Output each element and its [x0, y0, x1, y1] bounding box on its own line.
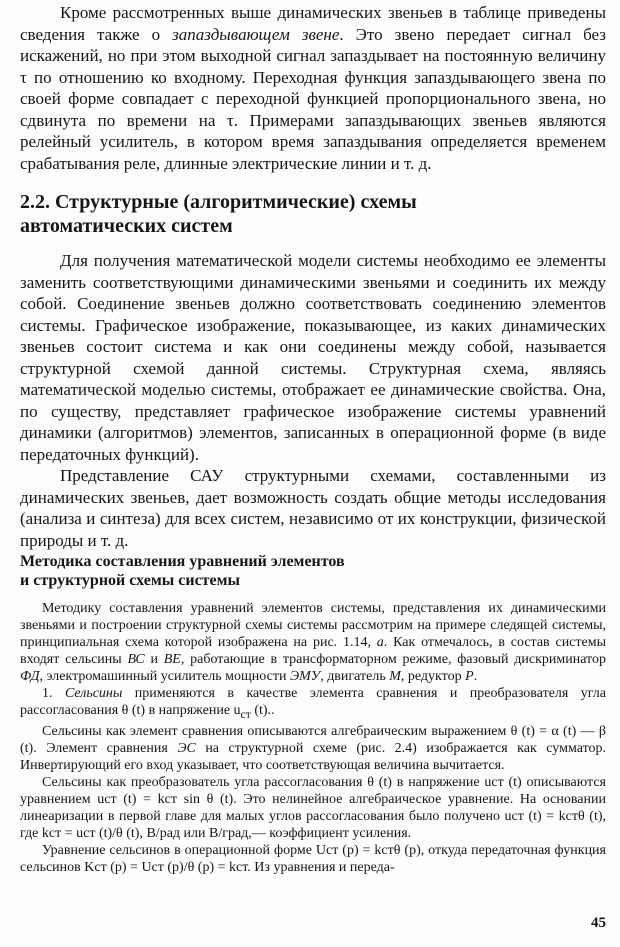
- subsection-heading-line2: и структурной схемы системы: [20, 572, 241, 589]
- subsection-heading-line1: Методика составления уравнений элементов: [20, 553, 345, 570]
- method-text-f: , двигатель: [320, 669, 390, 684]
- selsyn-text-a: применяются в качестве элемента сравнения и преобразователя угла рассогласования θ (t) в напряжение u: [20, 686, 606, 718]
- motor: М: [389, 669, 401, 684]
- intro-paragraph: [20, 2, 606, 174]
- method-text-b: . Как отмечалось, в состав системы входят сельсины: [20, 635, 606, 667]
- method-text-g: , редуктор: [400, 669, 466, 684]
- selsyn-term: Сельсины: [64, 686, 123, 701]
- method-text-d: , работающие в трансформаторном режиме, фазовый дискриминатор: [180, 652, 606, 667]
- intro-block: [20, 2, 606, 174]
- intro-text-b: . Это звено передает сигнал без искажений, но при этом выходной сигнал запаздывает на постоянную величину τ по отношению ко входному. Переходная функция запаздывающего звена по своей форме совпадает с переходной функцией пропорционального звена, но сдвинута по времени на τ. Примерами запаздывающих звеньев являются релейный усилитель, в котором время запаздывания определяется временем срабатывания реле, длинные электрические линии и т. д.: [20, 24, 606, 173]
- converter-paragraph: Сельсины как преобразователь угла рассогласования θ (t) в напряжение uст (t) описываются уравнением uст (t) = kст sin θ (t). Это нелинейное алгебраическое уравнение. На основании линеаризации в первой главе для малых углов рассогласования было получено uст (t) = kстθ (t), где kст = uст (t)/θ (t), В/рад или В/град,— коэффициент усиления.: [20, 774, 606, 841]
- figure-ref: а: [376, 635, 384, 650]
- phase-discriminator: ФД: [20, 669, 40, 684]
- reducer: Р: [465, 669, 474, 684]
- subsection-body: [20, 600, 606, 876]
- method-text-h: .: [473, 669, 478, 684]
- intro-text-a: Кроме рассмотренных выше динамических звеньев в таблице приведены сведения также о: [20, 3, 606, 44]
- selsyn-paragraph: [20, 685, 606, 723]
- method-paragraph: [20, 600, 606, 685]
- section-heading: [20, 190, 606, 238]
- section-paragraph-1: Для получения математической модели системы необходимо ее элементы заменить соответствующими динамическими звеньями и соединить их между собой. Соединение звеньев должно соответствовать соединению элементов системы. Графическое изображение, показывающее, из каких динамических звеньев состоит система и как они соединены между собой, называется структурной схемой данной системы. Структурная схема, являясь математической моделью системы, отображает ее динамические свойства. Она, по существу, представляет графическое изображение системы уравнений динамики (алгоритмов) элементов, записанных в операционной форме (в виде передаточных функций).: [20, 251, 606, 464]
- method-text-c: и: [144, 652, 164, 667]
- comparison-element: ЭС: [177, 740, 196, 756]
- comparison-text-a: Сельсины как элемент сравнения описываются алгебраическим выражением θ (t) = α (t) — β (t). Элемент сравнения: [20, 723, 606, 756]
- item-number: 1.: [42, 686, 65, 701]
- section-paragraph-2: Представление САУ структурными схемами, составленными из динамических звеньев, дает возможность создать общие методы исследования (анализа и синтеза) для всех систем, независимо от их конструкции, физической природы и т. д.: [20, 466, 606, 550]
- section-body: [20, 250, 606, 551]
- selsyn-text-b: (t)..: [250, 703, 275, 718]
- selsyn-bc: ВС: [127, 652, 145, 667]
- method-text-e: , электромашинный усилитель мощности: [39, 669, 290, 684]
- intro-term: запаздывающем звене: [172, 24, 340, 44]
- selsyn-subscript: ст: [240, 707, 251, 721]
- selsyn-be: BE: [163, 652, 181, 667]
- comparison-paragraph: [20, 723, 606, 774]
- comparison-text-b: на структурной схеме (рис. 2.4) изображается как сумматор. Инвертирующий его вход указывает, что соответствующая величина вычитается.: [20, 740, 606, 773]
- transfer-function-paragraph: Уравнение сельсинов в операционной форме Uст (p) = kстθ (p), откуда передаточная функция сельсинов Kст (p) = Uст (p)/θ (p) = kст. Из уравнения и переда-: [20, 842, 606, 875]
- subsection-heading: [20, 552, 606, 590]
- method-text-a: Методику составления уравнений элементов системы, представления их динамическими звеньями и построении структурной схемы системы рассмотрим на примере следящей системы, принципиальная схема которой изображена на рис. 1.14,: [20, 601, 606, 650]
- page-number: 45: [591, 915, 606, 931]
- amplifier: ЭМУ: [289, 669, 321, 684]
- section-heading-line2: автоматических систем: [20, 215, 233, 237]
- section-heading-line1: 2.2. Структурные (алгоритмические) схемы: [20, 191, 417, 213]
